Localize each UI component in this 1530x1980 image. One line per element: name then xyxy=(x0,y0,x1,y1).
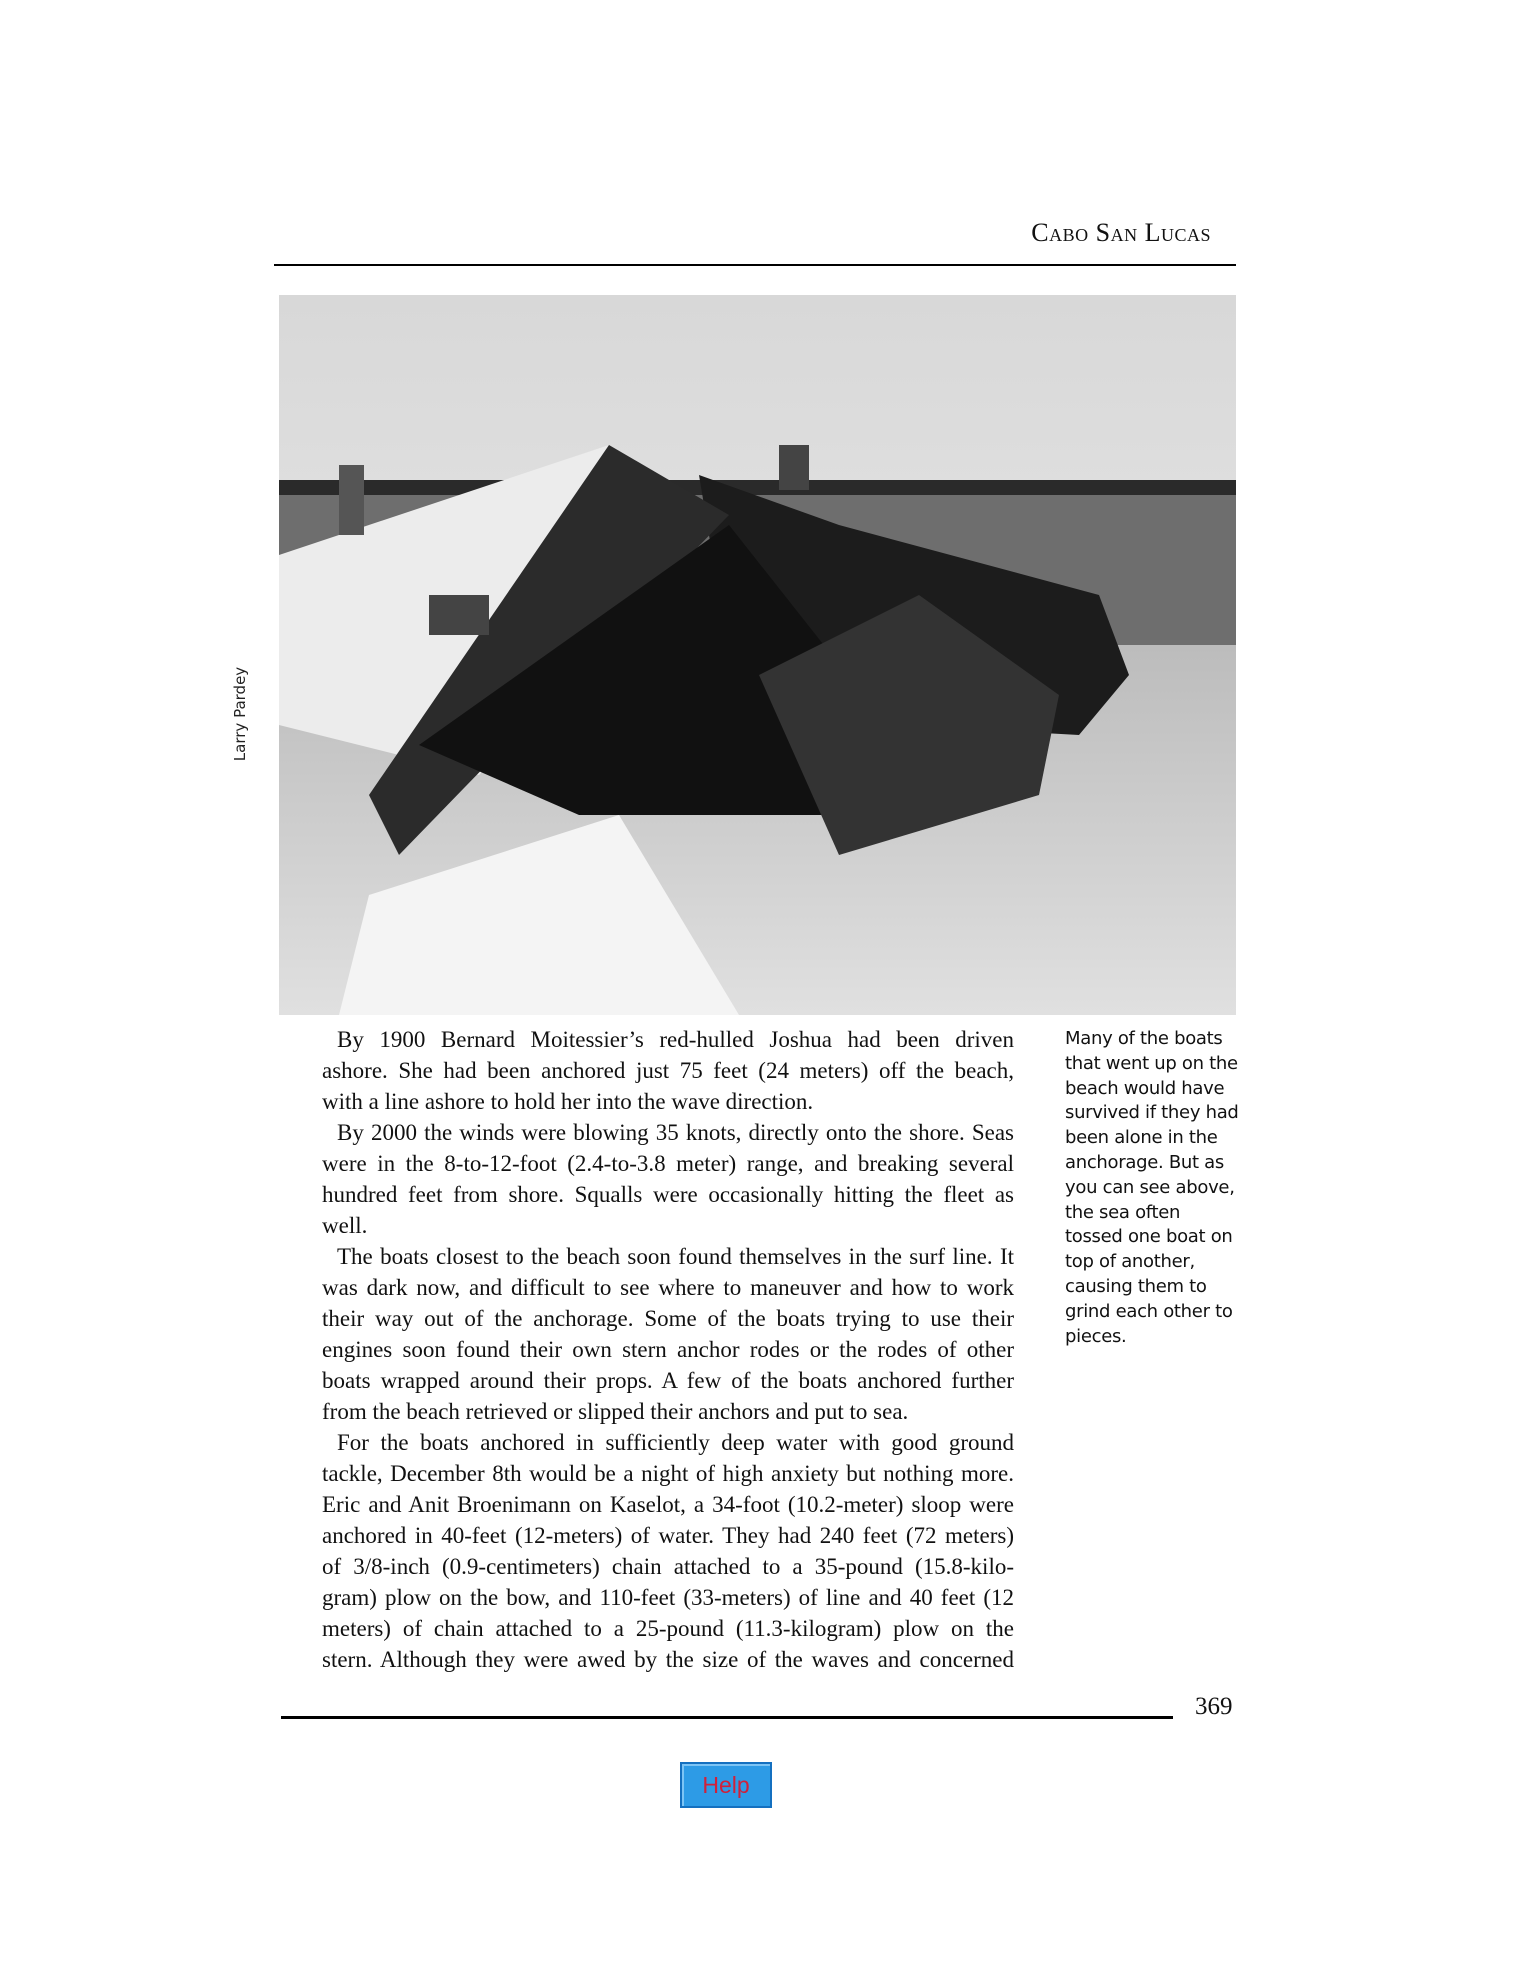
page-number: 369 xyxy=(1195,1693,1233,1720)
body-line: For the boats anchored in sufficiently deep water with good ground xyxy=(337,1430,1014,1455)
caption-line: causing them to xyxy=(1065,1275,1207,1297)
caption-line: Many of the boats xyxy=(1065,1028,1223,1049)
caption-line: the sea often xyxy=(1065,1201,1181,1223)
body-line: gram) plow on the bow, and 110-feet (33-meters) of line and 40 feet (12 xyxy=(322,1585,1014,1610)
header-rule xyxy=(274,264,1236,266)
caption-line: you can see above, xyxy=(1065,1176,1235,1198)
footer-rule xyxy=(281,1716,1173,1719)
body-line: boats wrapped around their props. A few of the boats anchored further xyxy=(322,1368,1014,1393)
body-line: Eric and Anit Broenimann on Kaselot, a 34-foot (10.2-meter) sloop were xyxy=(322,1492,1014,1517)
body-line: ashore. She had been anchored just 75 feet (24 meters) off the beach, xyxy=(322,1058,1014,1083)
body-line: from the beach retrieved or slipped their anchors and put to sea. xyxy=(322,1399,909,1424)
body-line: stern. Although they were awed by the size of the waves and concerned xyxy=(322,1647,1014,1672)
body-line: By 2000 the winds were blowing 35 knots, directly onto the shore. Seas xyxy=(337,1120,1014,1145)
body-line: hundred feet from shore. Squalls were occasionally hitting the fleet as xyxy=(322,1182,1014,1207)
body-line: of 3/8-inch (0.9-centimeters) chain attached to a 35-pound (15.8-kilo- xyxy=(322,1554,1014,1579)
caption-line: that went up on the xyxy=(1065,1052,1238,1074)
photo-credit: Larry Pardey xyxy=(231,666,249,762)
body-line: The boats closest to the beach soon found themselves in the surf line. It xyxy=(337,1244,1014,1269)
help-button[interactable]: Help xyxy=(680,1762,772,1808)
body-text xyxy=(322,1024,1014,1675)
photo-wrecked-boats xyxy=(279,295,1236,1015)
body-line: By 1900 Bernard Moitessier’s red-hulled Joshua had been driven xyxy=(337,1027,1014,1052)
caption-line: anchorage. But as xyxy=(1065,1151,1224,1173)
body-line: meters) of chain attached to a 25-pound (11.3-kilogram) plow on the xyxy=(322,1616,1014,1641)
body-line: was dark now, and difficult to see where to maneuver and how to work xyxy=(322,1275,1014,1300)
caption-line: survived if they had xyxy=(1065,1102,1239,1124)
caption-line: been alone in the xyxy=(1065,1127,1218,1149)
margin-caption xyxy=(1065,1027,1245,1349)
caption-line: pieces. xyxy=(1065,1325,1127,1347)
caption-line: beach would have xyxy=(1065,1077,1225,1099)
running-head: Cabo San Lucas xyxy=(1031,218,1211,247)
body-line: engines soon found their own stern anchor rodes or the rodes of other xyxy=(322,1337,1014,1362)
body-line: were in the 8-to-12-foot (2.4-to-3.8 meter) range, and breaking several xyxy=(322,1151,1014,1176)
body-line: anchored in 40-feet (12-meters) of water. They had 240 feet (72 meters) xyxy=(322,1523,1014,1548)
caption-line: tossed one boat on xyxy=(1065,1226,1233,1248)
caption-line: grind each other to xyxy=(1065,1300,1233,1322)
caption-line: top of another, xyxy=(1065,1251,1195,1273)
body-line: well. xyxy=(322,1213,368,1238)
body-line: their way out of the anchorage. Some of the boats trying to use their xyxy=(322,1306,1014,1331)
body-line: tackle, December 8th would be a night of high anxiety but nothing more. xyxy=(322,1461,1014,1486)
body-line: with a line ashore to hold her into the wave direction. xyxy=(322,1089,814,1114)
